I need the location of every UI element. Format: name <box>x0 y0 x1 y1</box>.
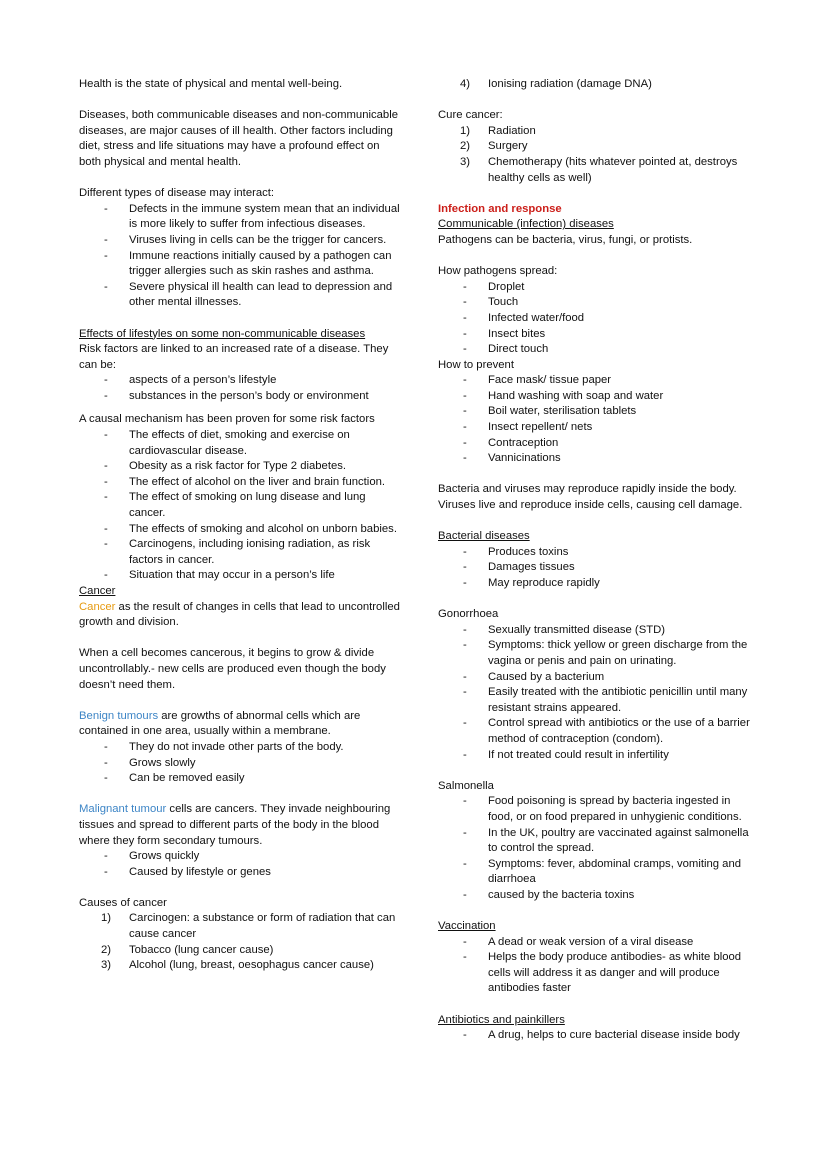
list-item: - In the UK, poultry are vaccinated against salmonella to control the spread. <box>438 826 758 857</box>
list-item: - Hand washing with soap and water <box>438 389 758 405</box>
list-number: 2) <box>460 140 471 153</box>
list-number: 2) <box>101 943 112 956</box>
causes-heading: Causes of cancer <box>79 896 167 909</box>
list-item: - Situation that may occur in a person’s life <box>79 568 404 584</box>
list-item-text: Surgery <box>488 140 528 153</box>
list-item: - Damages tissues <box>438 560 758 576</box>
list-item: - Easily treated with the antibiotic penicillin until many resistant strains appeared. <box>438 685 758 716</box>
right-column <box>438 77 758 1044</box>
infection-heading: Infection and response <box>438 202 562 215</box>
vaccination-heading: Vaccination <box>438 920 496 933</box>
list-item: - Carcinogens, including ionising radiation, as risk factors in cancer. <box>79 537 404 568</box>
list-item: - Produces toxins <box>438 545 758 561</box>
list-item: - substances in the person’s body or environment <box>79 389 404 405</box>
malignant-definition-rest: cells are cancers. They invade neighbouring tissues and spread to different parts of the body in the blood where they form secondary tumours. <box>79 803 391 847</box>
list-item: - Face mask/ tissue paper <box>438 373 758 389</box>
left-column <box>79 77 404 974</box>
list-item: - Droplet <box>438 280 758 296</box>
causes-item-4 <box>438 77 758 93</box>
cancer-definition <box>79 600 404 631</box>
cancer-heading: Cancer <box>79 585 116 597</box>
list-number: 3) <box>460 155 471 168</box>
cancer-definition-rest: as the result of changes in cells that lead to uncontrolled growth and division. <box>79 600 400 629</box>
causes-list-continued <box>438 77 758 93</box>
diseases-paragraph: Diseases, both communicable diseases and non-communicable diseases, are major causes of ill health. Other factors including diet, stress and life situations may have a profound effect on both physical and mental health. <box>79 109 398 168</box>
list-item: - Severe physical ill health can lead to depression and other mental illnesses. <box>79 280 404 311</box>
prevent-list <box>438 373 758 467</box>
risk-text: Risk factors are linked to an increased rate of a disease. They can be: <box>79 343 389 371</box>
list-item-text: Carcinogen: a substance or form of radiation that can cause cancer <box>129 912 396 941</box>
list-item-text: Tobacco (lung cancer cause) <box>129 943 274 956</box>
list-item: - May reproduce rapidly <box>438 576 758 592</box>
intro-text: Health is the state of physical and mental well-being. <box>79 78 343 90</box>
list-item: - The effect of smoking on lung disease and lung cancer. <box>79 490 404 521</box>
list-item: - A dead or weak version of a viral disease <box>438 935 758 951</box>
gonorrhoea-list <box>438 623 758 763</box>
list-item <box>79 943 404 959</box>
list-item: - Infected water/food <box>438 311 758 327</box>
salmonella-heading: Salmonella <box>438 779 494 792</box>
risk-list <box>79 373 404 404</box>
gonorrhoea-heading: Gonorrhoea <box>438 608 499 621</box>
list-item: - Can be removed easily <box>79 771 404 787</box>
list-number: 4) <box>460 78 471 90</box>
interact-heading: Different types of disease may interact: <box>79 187 275 200</box>
communicable-heading: Communicable (infection) diseases <box>438 218 614 231</box>
list-item-text: Chemotherapy (hits whatever pointed at, destroys healthy cells as well) <box>488 155 738 184</box>
list-item <box>79 911 404 942</box>
benign-definition-rest: are growths of abnormal cells which are contained in one area, usually within a membrane. <box>79 709 361 738</box>
list-item: - If not treated could result in infertility <box>438 748 758 764</box>
list-item: - Grows quickly <box>79 849 404 865</box>
list-item: - A drug, helps to cure bacterial disease inside body <box>438 1028 758 1044</box>
lifestyle-heading: Effects of lifestyles on some non-communicable diseases <box>79 327 366 340</box>
list-item: - Caused by a bacterium <box>438 670 758 686</box>
list-item: - Control spread with antibiotics or the use of a barrier method of contraception (condom). <box>438 716 758 747</box>
benign-list <box>79 740 404 787</box>
list-item-text: Radiation <box>488 124 536 137</box>
list-item: - Defects in the immune system mean that an individual is more likely to suffer from infectious diseases. <box>79 202 404 233</box>
malignant-list <box>79 849 404 880</box>
list-number: 3) <box>101 959 112 972</box>
cancerous-paragraph: When a cell becomes cancerous, it begins to grow & divide uncontrollably.- new cells are produced even though the body doesn’t need them. <box>79 647 386 691</box>
interact-list <box>79 202 404 311</box>
list-item: - Symptoms: thick yellow or green discharge from the vagina or penis and pain on urinating. <box>438 638 758 669</box>
list-item: - Caused by lifestyle or genes <box>79 865 404 881</box>
bacteria-paragraph: Bacteria and viruses may reproduce rapidly inside the body. Viruses live and reproduce inside cells, causing cell damage. <box>438 483 743 512</box>
list-item: - The effects of diet, smoking and exercise on cardiovascular disease. <box>79 428 404 459</box>
cure-list <box>438 124 758 186</box>
list-item-text: Alcohol (lung, breast, oesophagus cancer cause) <box>129 959 374 972</box>
list-item: - aspects of a person’s lifestyle <box>79 373 404 389</box>
list-item: - Insect bites <box>438 327 758 343</box>
list-item: - Food poisoning is spread by bacteria ingested in food, or on food prepared in unhygienic conditions. <box>438 794 758 825</box>
cure-heading: Cure cancer: <box>438 109 503 122</box>
list-item: - Sexually transmitted disease (STD) <box>438 623 758 639</box>
list-item: - Insect repellent/ nets <box>438 420 758 436</box>
list-item <box>438 124 758 140</box>
list-item: - The effects of smoking and alcohol on unborn babies. <box>79 522 404 538</box>
list-item: - Obesity as a risk factor for Type 2 diabetes. <box>79 459 404 475</box>
list-item: - Symptoms: fever, abdominal cramps, vomiting and diarrhoea <box>438 857 758 888</box>
bacterial-heading: Bacterial diseases <box>438 530 530 543</box>
list-item: - Immune reactions initially caused by a pathogen can trigger allergies such as skin rashes and asthma. <box>79 249 404 280</box>
pathogens-text: Pathogens can be bacteria, virus, fungi, or protists. <box>438 233 693 246</box>
list-item: - Viruses living in cells can be the trigger for cancers. <box>79 233 404 249</box>
list-item: - Grows slowly <box>79 756 404 772</box>
benign-term: Benign tumours <box>79 709 159 722</box>
bacterial-list <box>438 545 758 592</box>
list-item: - Contraception <box>438 436 758 452</box>
antibiotics-heading: Antibiotics and painkillers <box>438 1013 565 1026</box>
antibiotics-list <box>438 1028 758 1044</box>
list-item: - Vannicinations <box>438 451 758 467</box>
list-item <box>438 139 758 155</box>
vaccination-list <box>438 935 758 997</box>
causal-list <box>79 428 404 584</box>
spread-list <box>438 280 758 358</box>
list-item: - caused by the bacteria toxins <box>438 888 758 904</box>
benign-definition <box>79 709 404 740</box>
list-item: - Direct touch <box>438 342 758 358</box>
list-item <box>438 155 758 186</box>
list-number: 1) <box>460 124 471 137</box>
malignant-term: Malignant tumour <box>79 803 167 816</box>
spread-heading: How pathogens spread: <box>438 265 558 278</box>
salmonella-list <box>438 794 758 903</box>
list-number: 1) <box>101 912 112 925</box>
list-item: - The effect of alcohol on the liver and brain function. <box>79 475 404 491</box>
list-item: - Boil water, sterilisation tablets <box>438 404 758 420</box>
list-item: - They do not invade other parts of the body. <box>79 740 404 756</box>
causal-text: A causal mechanism has been proven for some risk factors <box>79 413 375 426</box>
list-item: - Touch <box>438 295 758 311</box>
cancer-term: Cancer <box>79 600 116 613</box>
malignant-definition <box>79 802 404 849</box>
list-item-text: Ionising radiation (damage DNA) <box>488 78 652 90</box>
list-item <box>79 958 404 974</box>
list-item: - Helps the body produce antibodies- as white blood cells will address it as danger and will produce antibodies faster <box>438 950 758 997</box>
causes-list <box>79 911 404 973</box>
prevent-heading: How to prevent <box>438 358 514 371</box>
